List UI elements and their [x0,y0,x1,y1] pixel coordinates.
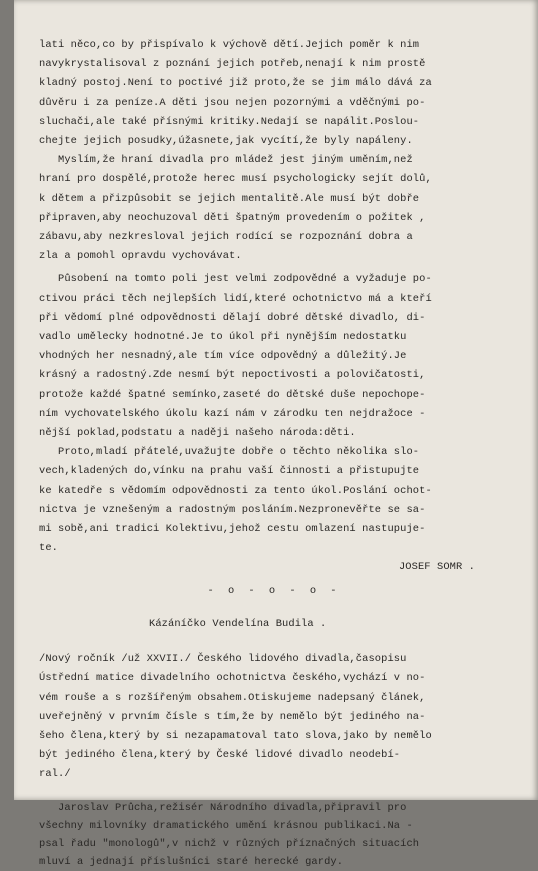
text-line: te. [39,542,59,555]
section-heading: Kázáníčko Vendelína Budila . [149,617,327,630]
text-line: nější poklad,podstatu a naději našeho národa:děti. [39,427,356,440]
text-line: Proto,mladí přátelé,uvažujte dobře o těchto několika slo- [39,446,420,459]
text-line: psal řadu "monologů",v nichž v různých příznačných situacích [39,837,420,850]
text-line: /Nový ročník /už XXVII./ Českého lidového divadla,časopisu [39,653,407,666]
text-line: chejte jejich posudky,úžasnete,jak vycítí,že byly napáleny. [39,135,413,148]
section-divider: - o - o - o - [207,584,341,597]
text-line: Jaroslav Průcha,režisér Národního divadla,připravil pro [39,801,407,814]
author-signature: JOSEF SOMR . [398,561,475,574]
typewritten-page [14,0,538,869]
text-line: ctivou práci těch nejlepších lidí,které ochotnictvo má a kteří [39,292,432,305]
text-line: šeho člena,který by si nezapamatoval tato slova,jako by nemělo [39,729,432,742]
text-line: všechny milovníky dramatického umění krásnou publikaci.Na - [39,819,413,832]
article-paragraph-3 [39,270,509,443]
text-line: připraven,aby neochuzoval děti špatným provedením o požitek , [39,211,426,224]
text-line: kladný postoj.Není to poctivé již proto,že se jim málo dává za [39,77,432,90]
text-line: mi sobě,ani tradici Kolektivu,jehož cestu omlazení nastupuje- [39,523,426,536]
text-line: vém rouše a s rozšířeným obsahem.Otiskujeme nadepsaný článek, [39,691,426,704]
text-line: navykrystalisoval z poznání jejich potřeb,nenají k nim prostě [39,58,426,71]
text-line: ke katedře s vědomím odpovědnosti za tento úkol.Poslání ochot- [39,484,432,497]
text-line: vadlo umělecky hodnotné.Je to úkol při nynějším nedostatku [39,331,407,344]
article-paragraph-4 [39,443,509,558]
text-line: zábavu,aby nezkresloval jejich rodící se rozpoznání dobra a [39,231,413,244]
article-paragraph-2 [39,151,509,266]
text-line: k dětem a přizpůsobit se jejich mentalitě.Ale musí být dobře [39,192,420,205]
text-line: ral./ [39,768,71,781]
text-line: vech,kladených do,vínku na prahu vaší činnosti a přistupujte [39,465,420,478]
page-text [39,36,509,871]
text-line: krásný a radostný.Zde nesmí být nepoctivosti a polovičatosti, [39,369,426,382]
text-line: při vědomí plné odpovědnosti dělají dobré dětské divadlo, di- [39,311,426,324]
text-line: hraní pro dospělé,protože herec musí psychologicky sejít dolů, [39,173,432,186]
text-line: být jediného člena,který by České lidové divadlo neodebí- [39,749,401,762]
text-line: zla a pomohl opravdu vychovávat. [39,250,242,263]
section-body [39,650,509,784]
text-line: Ústřední matice divadelního ochotnictva českého,vychází v no- [39,672,426,685]
text-line: ním vychovatelského úkolu kazí nám v zárodku ten nejdražoce - [39,407,426,420]
text-line: protože každé špatné semínko,zaseté do dětské duše nepochope- [39,388,426,401]
section-note [39,799,509,871]
text-line: vhodných her nesnadný,ale tím více odpovědný a důležitý.Je [39,350,407,363]
article-paragraph-1 [39,36,509,151]
text-line: uveřejněný v prvním čísle s tím,že by nemělo být jediného na- [39,710,426,723]
text-line: Myslím,že hraní divadla pro mládež jest jiným uměním,než [39,154,413,167]
text-line: sluchači,ale také přísnými kritiky.Nedají se napálit.Poslou- [39,115,420,128]
text-line: mluví a jednají příslušníci staré herecké gardy. [39,856,344,869]
text-line: Působení na tomto poli jest velmi zodpovědné a vyžaduje po- [39,273,432,286]
text-line: nictva je vznešeným a radostným posláním.Nezpronevěřte se sa- [39,503,426,516]
text-line: lati něco,co by přispívalo k výchově dětí.Jejich poměr k nim [39,39,420,51]
text-line: důvěru i za peníze.A děti jsou nejen pozornými a vděčnými po- [39,96,426,109]
